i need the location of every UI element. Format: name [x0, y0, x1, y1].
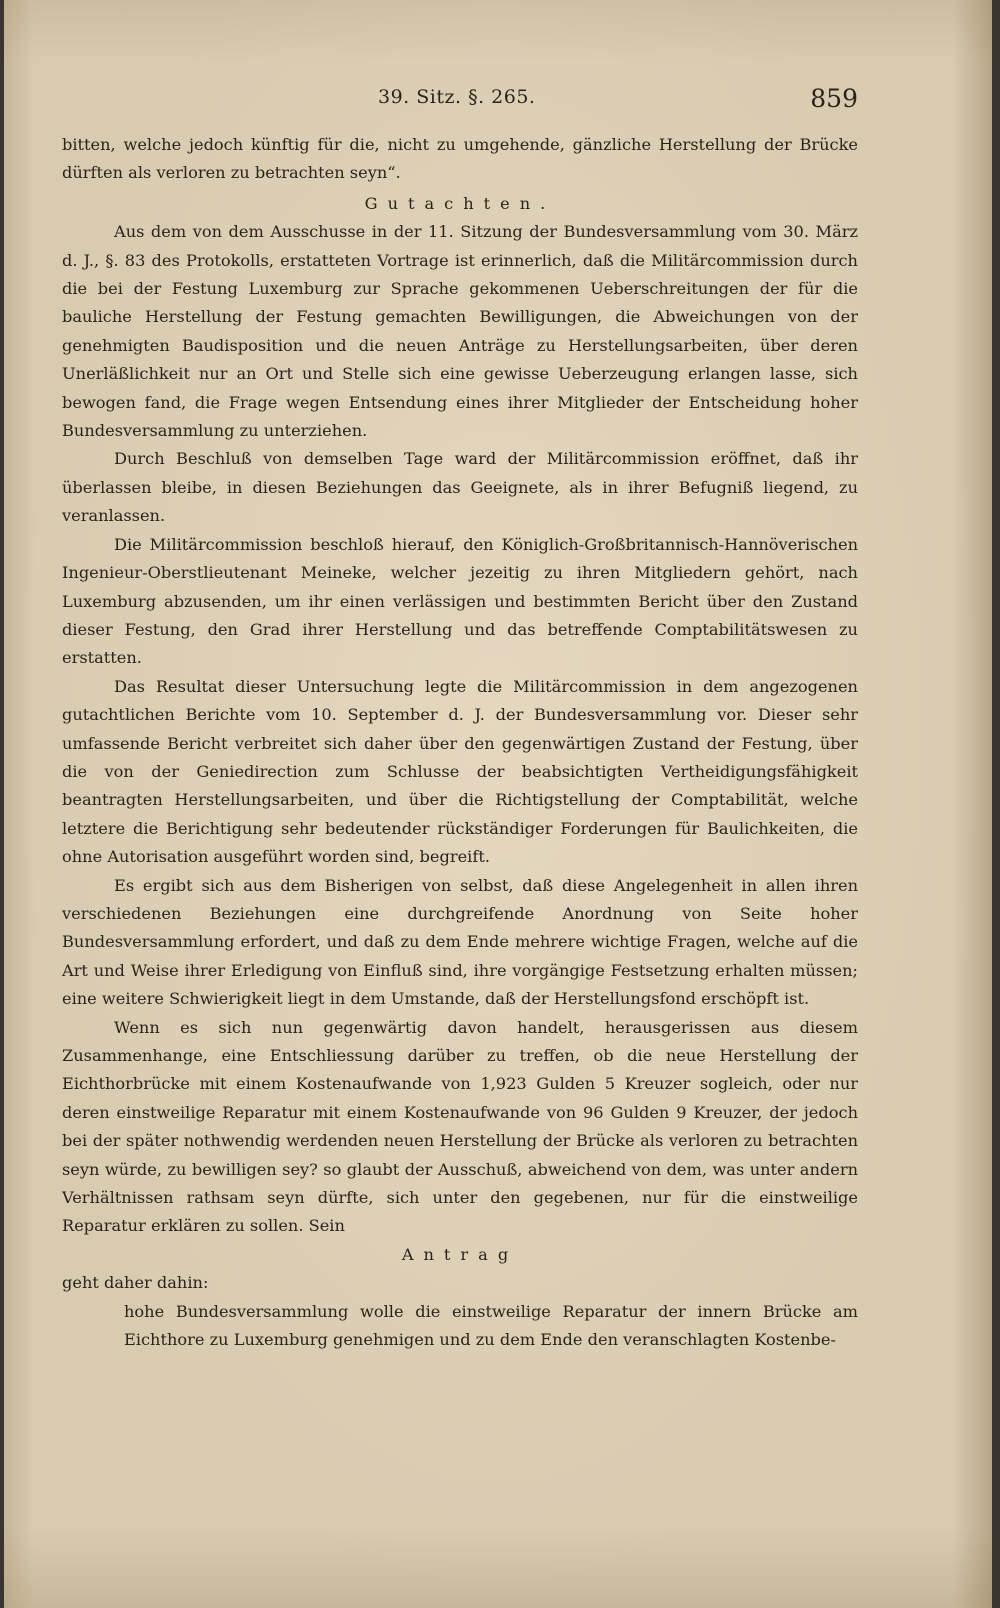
paragraph-1: Aus dem von dem Ausschusse in der 11. Sitzung der Bundesversammlung vom 30. März d. J., §. 83 des Protokolls, erstatteten Vortrage ist erinnerlich, daß die Militärcommission durch die bei der Festung Luxemburg zur Sprache gekommenen Ueberschreitungen der für die bauliche Herstellung der Festung gemachten Bewilligungen, die Abweichungen von der genehmigten Baudisposition und die neuen Anträge zu Herstellungsarbeiten, über deren Unerläßlichkeit nur an Ort und Stelle sich eine gewisse Ueberzeugung erlangen lasse, sich bewogen fand, die Frage wegen Entsendung eines ihrer Mitglieder der Entscheidung hoher Bundesversammlung zu unterziehen.: [62, 222, 858, 441]
body-text: [62, 131, 858, 1354]
paragraph-3: Die Militärcommission beschloß hierauf, den Königlich-Großbritannisch-Hannöverischen Ingenieur-Oberstlieutenant Meineke, welcher jezeitig zu ihren Mitgliedern gehört, nach Luxemburg abzusenden, um ihr einen verlässigen und bestimmten Bericht über den Zustand dieser Festung, den Grad ihrer Herstellung und das betreffende Comptabilitätswesen zu erstatten.: [62, 534, 858, 668]
document-page: [4, 0, 992, 1608]
continuation-paragraph: bitten, welche jedoch künftig für die, nicht zu umgehende, gänzliche Herstellung der Brücke dürften als verloren zu betrachten seyn“.: [62, 135, 858, 183]
paragraph-5: Es ergibt sich aus dem Bisherigen von selbst, daß diese Angelegenheit in allen ihren verschiedenen Beziehungen eine durchgreifende Anordnung von Seite hoher Bundesversammlung erfordert, und daß zu dem Ende mehrere wichtige Fragen, welche auf die Art und Weise ihrer Erledigung von Einfluß sind, ihre vorgängige Festsetzung erhalten müssen; eine weitere Schwierigkeit liegt in dem Umstande, daß der Herstellungsfond erschöpft ist.: [62, 875, 858, 1009]
heading-antrag: Antrag: [401, 1244, 519, 1264]
paragraph-6: Wenn es sich nun gegenwärtig davon handelt, herausgerissen aus diesem Zusammenhange, eine Entschliessung darüber zu treffen, ob die neue Herstellung der Eichthorbrücke mit einem Kostenaufwande von 1,923 Gulden 5 Kreuzer sogleich, oder nur deren einstweilige Reparatur mit einem Kostenaufwande von 96 Gulden 9 Kreuzer, der jedoch bei der später nothwendig werdenden neuen Herstellung der Brücke als verloren zu betrachten seyn würde, zu bewilligen sey? so glaubt der Ausschuß, abweichend von dem, was unter andern Verhältnissen rathsam seyn dürfte, sich unter den gegebenen, nur für die einstweilige Reparatur erklären zu sollen. Sein: [62, 1017, 858, 1236]
page-number: 859: [810, 84, 858, 113]
motion-intro: geht daher dahin:: [62, 1273, 209, 1293]
page-header: [4, 84, 992, 124]
paragraph-2: Durch Beschluß von demselben Tage ward der Militärcommission eröffnet, daß ihr überlassen bleibe, in diesen Beziehungen das Geeignete, als in ihrer Befugniß liegend, zu veranlassen.: [62, 449, 858, 526]
motion-text: hohe Bundesversammlung wolle die einstweilige Reparatur der innern Brücke am Eichthore zu Luxemburg genehmigen und zu dem Ende den veranschlagten Kostenbe-: [124, 1301, 858, 1350]
heading-gutachten: Gutachten.: [364, 193, 556, 213]
running-head: 39. Sitz. §. 265.: [378, 86, 536, 108]
paragraph-4: Das Resultat dieser Untersuchung legte die Militärcommission in dem angezogenen gutachtlichen Berichte vom 10. September d. J. der Bundesversammlung vor. Dieser sehr umfassende Bericht verbreitet sich daher über den gegenwärtigen Zustand der Festung, über die von der Geniedirection zum Schlusse der beabsichtigten Vertheidigungsfähigkeit beantragten Herstellungsarbeiten, und über die Richtigstellung der Comptabilität, welche letztere die Berichtigung sehr bedeutender rückständiger Forderungen für Baulichkeiten, die ohne Autorisation ausgeführt worden sind, begreift.: [62, 676, 858, 867]
